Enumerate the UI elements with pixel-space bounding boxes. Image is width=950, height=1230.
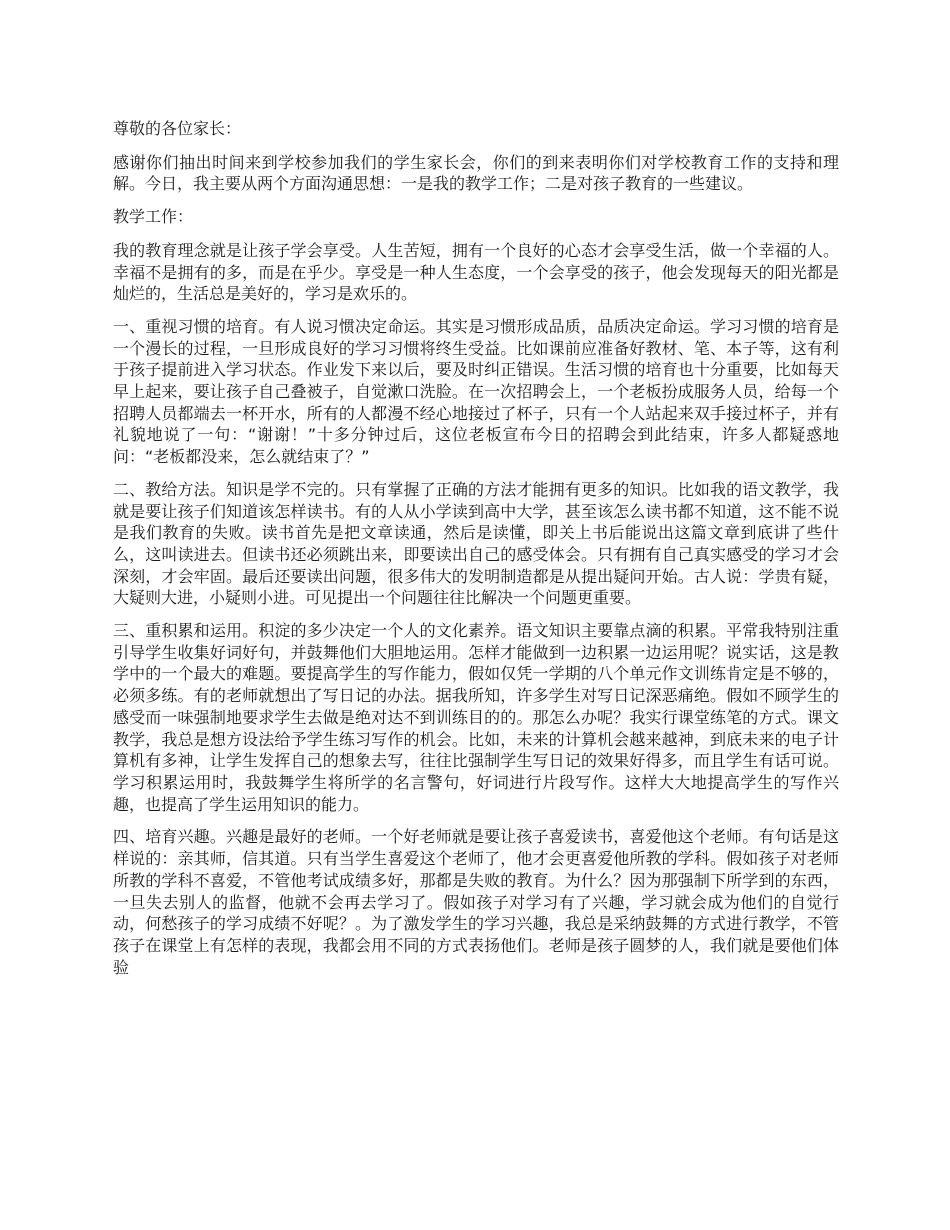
salutation: 尊敬的各位家长： bbox=[113, 119, 242, 138]
point-4-paragraph: 四、培育兴趣。兴趣是最好的老师。一个好老师就是要让孩子喜爱读书，喜爱他这个老师。有句话是这样说的：亲其师，信其道。只有当学生喜爱这个老师了，他才会更喜爱他所教的学科。假如孩子对老师所教的学科不喜爱，不管他考试成绩多好，那都是失败的教育。为什么？因为那强制下所学到的东西，一旦失去别人的监督，他就不会再去学习了。假如孩子对学习有了兴趣，学习就会成为他们的自觉行动，何愁孩子的学习成绩不好呢？。为了激发学生的学习兴趣，我总是采纳鼓舞的方式进行教学，不管孩子在课堂上有怎样的表现，我都会用不同的方式表扬他们。老师是孩子圆梦的人，我们就是要他们体验 bbox=[113, 827, 839, 977]
section-title: 教学工作： bbox=[113, 207, 194, 227]
point-3-paragraph: 三、重积累和运用。积淀的多少决定一个人的文化素养。语文知识主要靠点滴的积累。平常我特别注重引导学生收集好词好句，并鼓舞他们大胆地运用。怎样才能做到一边积累一边运用呢？说实话，这是教学中的一个最大的难题。要提高学生的写作能力，假如仅凭一学期的八个单元作文训练肯定是不够的，必须多练。有的老师就想出了写日记的办法。据我所知，许多学生对写日记深恶痛绝。假如不顾学生的感受而一味强制地要求学生去做是绝对达不到训练目的的。那怎么办呢？我实行课堂练笔的方式。课文教学，我总是想方设法给予学生练习写作的机会。比如，未来的计算机会越来越神，到底未来的电子计算机有多神，让学生发挥自己的想象去写，往往比强制学生写日记的效果好得多，而且学生有话可说。学习积累运用时，我鼓舞学生将所学的名言警句，好词进行片段写作。这样大大地提高学生的写作兴趣，也提高了学生运用知识的能力。 bbox=[113, 621, 839, 814]
intro-paragraph: 感谢你们抽出时间来到学校参加我们的学生家长会，你们的到来表明你们对学校教育工作的支持和理解。今日，我主要从两个方面沟通思想：一是我的教学工作；二是对孩子教育的一些建议。 bbox=[113, 152, 839, 194]
philosophy-paragraph: 我的教育理念就是让孩子学会享受。人生苦短，拥有一个良好的心态才会享受生活，做一个幸福的人。幸福不是拥有的多，而是在乎少。享受是一种人生态度，一个会享受的孩子，他会发现每天的阳光都是灿烂的，生活总是美好的，学习是欢乐的。 bbox=[113, 240, 839, 304]
point-1-paragraph: 一、重视习惯的培育。有人说习惯决定命运。其实是习惯形成品质，品质决定命运。学习习惯的培育是一个漫长的过程，一旦形成良好的学习习惯将终生受益。比如课前应准备好教材、笔、本子等，这有利于孩子提前进入学习状态。作业发下来以后，要及时纠正错误。生活习惯的培育也十分重要，比如每天早上起来，要让孩子自己叠被子，自觉漱口洗脸。在一次招聘会上，一个老板扮成服务人员，给每一个招聘人员都端去一杯开水，所有的人都漫不经心地接过了杯子，只有一个人站起来双手接过杯子，并有礼貌地说了一句：“谢谢！”十多分钟过后，这位老板宣布今日的招聘会到此结束，许多人都疑惑地问：“老板都没来，怎么就结束了？” bbox=[113, 316, 839, 467]
point-2-paragraph: 二、教给方法。知识是学不完的。只有掌握了正确的方法才能拥有更多的知识。比如我的语文教学，我就是要让孩子们知道该怎样读书。有的人从小学读到高中大学，甚至该怎么读书都不知道，这不能不说是我们教育的失败。读书首先是把文章读通，然后是读懂，即关上书后能说出这篇文章到底讲了些什么，这叫读进去。但读书还必须跳出来，即要读出自己的感受体会。只有拥有自己真实感受的学习才会深刻，才会牢固。最后还要读出问题，很多伟大的发明制造都是从提出疑问开始。古人说：学贵有疑，大疑则大进，小疑则小进。可见提出一个问题往往比解决一个问题更重要。 bbox=[113, 479, 839, 608]
document-body bbox=[113, 118, 839, 989]
